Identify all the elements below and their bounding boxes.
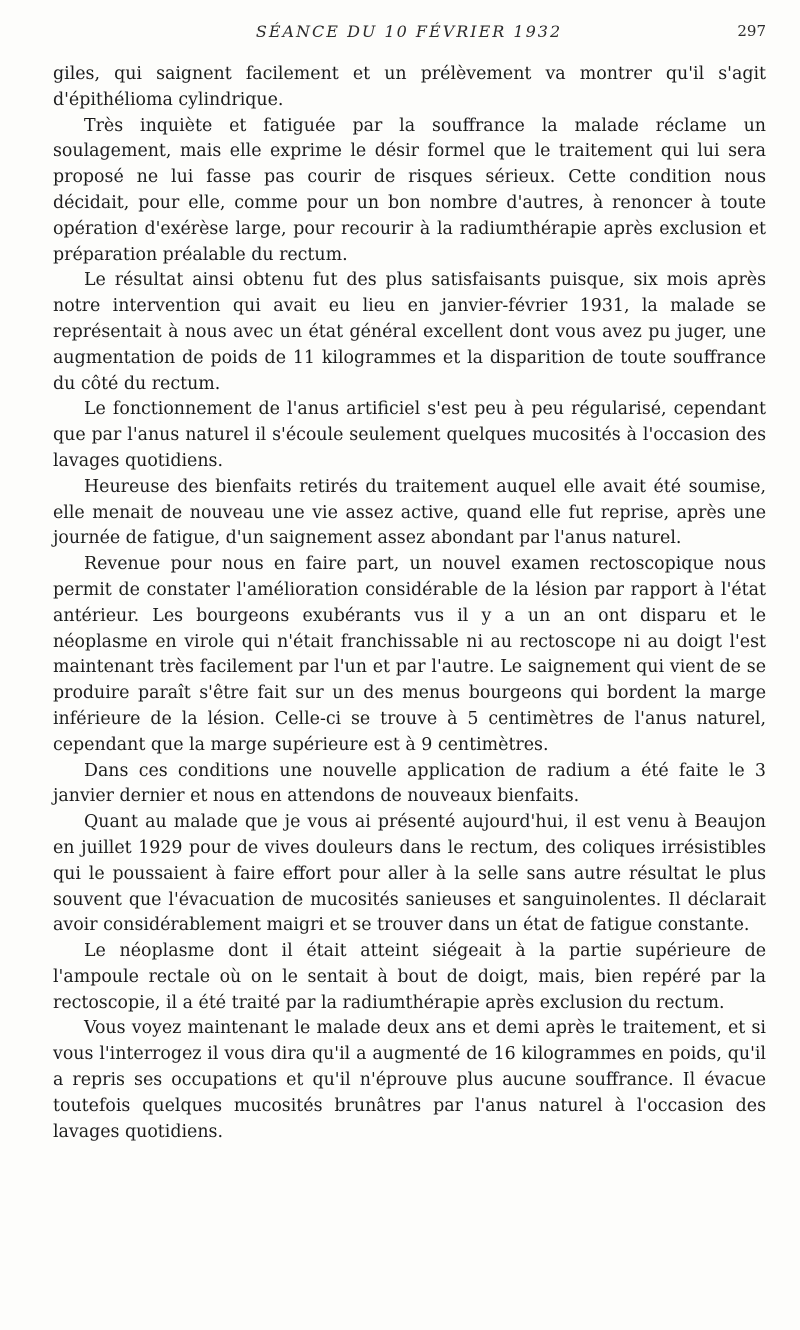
running-title: SÉANCE DU 10 FÉVRIER 1932 bbox=[255, 22, 563, 41]
page-number: 297 bbox=[737, 22, 766, 40]
running-head bbox=[52, 22, 766, 46]
text-body bbox=[53, 62, 766, 1145]
paragraph-6: Revenue pour nous en faire part, un nouvel examen rectoscopique nous permit de constater l'amélioration considérable de la lésion par rapport à l'état antérieur. Les bourgeons exubérants vus il y a un an ont disparu et le néoplasme en virole qui n'était franchissable ni au rectoscope ni au doigt l'est maintenant très facilement par l'un et par l'autre. Le saignement qui vient de se produire paraît s'être fait sur un des menus bourgeons qui bordent la marge inférieure de la lésion. Celle-ci se trouve à 5 centimètres de l'anus naturel, cependant que la marge supérieure est à 9 centimètres. bbox=[53, 554, 766, 755]
paragraph-3: Le résultat ainsi obtenu fut des plus satisfaisants puisque, six mois après notre intervention qui avait eu lieu en janvier-février 1931, la malade se représentait à nous avec un état général excellent dont vous avez pu juger, une augmentation de poids de 11 kilogrammes et la disparition de toute souffrance du côté du rectum. bbox=[53, 270, 766, 394]
paragraph-5: Heureuse des bienfaits retirés du traitement auquel elle avait été soumise, elle menait de nouveau une vie assez active, quand elle fut reprise, après une journée de fatigue, d'un saignement assez abondant par l'anus naturel. bbox=[53, 476, 766, 549]
paragraph-1: giles, qui saignent facilement et un prélèvement va montrer qu'il s'agit d'épithélioma cylindrique. bbox=[53, 64, 766, 110]
paragraph-4: Le fonctionnement de l'anus artificiel s'est peu à peu régularisé, cependant que par l'anus naturel il s'écoule seulement quelques mucosités à l'occasion des lavages quotidiens. bbox=[53, 399, 766, 471]
paragraph-7: Dans ces conditions une nouvelle application de radium a été faite le 3 janvier dernier et nous en attendons de nouveaux bienfaits. bbox=[53, 760, 766, 807]
paragraph-9: Le néoplasme dont il était atteint siégeait à la partie supérieure de l'ampoule rectale où on le sentait à bout de doigt, mais, bien repéré par la rectoscopie, il a été traité par la radiumthérapie après exclusion du rectum. bbox=[53, 941, 766, 1013]
paragraph-2: Très inquiète et fatiguée par la souffrance la malade réclame un soulagement, mais elle exprime le désir formel que le traitement qui lui sera proposé ne lui fasse pas courir de risques sérieux. Cette condition nous décidait, pour elle, comme pour un bon nombre d'autres, à renoncer à toute opération d'exérèse large, pour recourir à la radiumthérapie après exclusion et préparation préalable du rectum. bbox=[53, 115, 766, 265]
paragraph-10: Vous voyez maintenant le malade deux ans et demi après le traitement, et si vous l'interrogez il vous dira qu'il a augmenté de 16 kilogrammes en poids, qu'il a repris ses occupations et qu'il n'éprouve plus aucune souffrance. Il évacue toutefois quelques mucosités brunâtres par l'anus naturel à l'occasion des lavages quotidiens. bbox=[53, 1018, 766, 1142]
paragraph-8: Quant au malade que je vous ai présenté aujourd'hui, il est venu à Beaujon en juillet 1929 pour de vives douleurs dans le rectum, des coliques irrésistibles qui le poussaient à faire effort pour aller à la selle sans autre résultat le plus souvent que l'évacuation de mucosités sanieuses et sanguinolentes. Il déclarait avoir considérablement maigri et se trouver dans un état de fatigue constante. bbox=[53, 812, 766, 936]
